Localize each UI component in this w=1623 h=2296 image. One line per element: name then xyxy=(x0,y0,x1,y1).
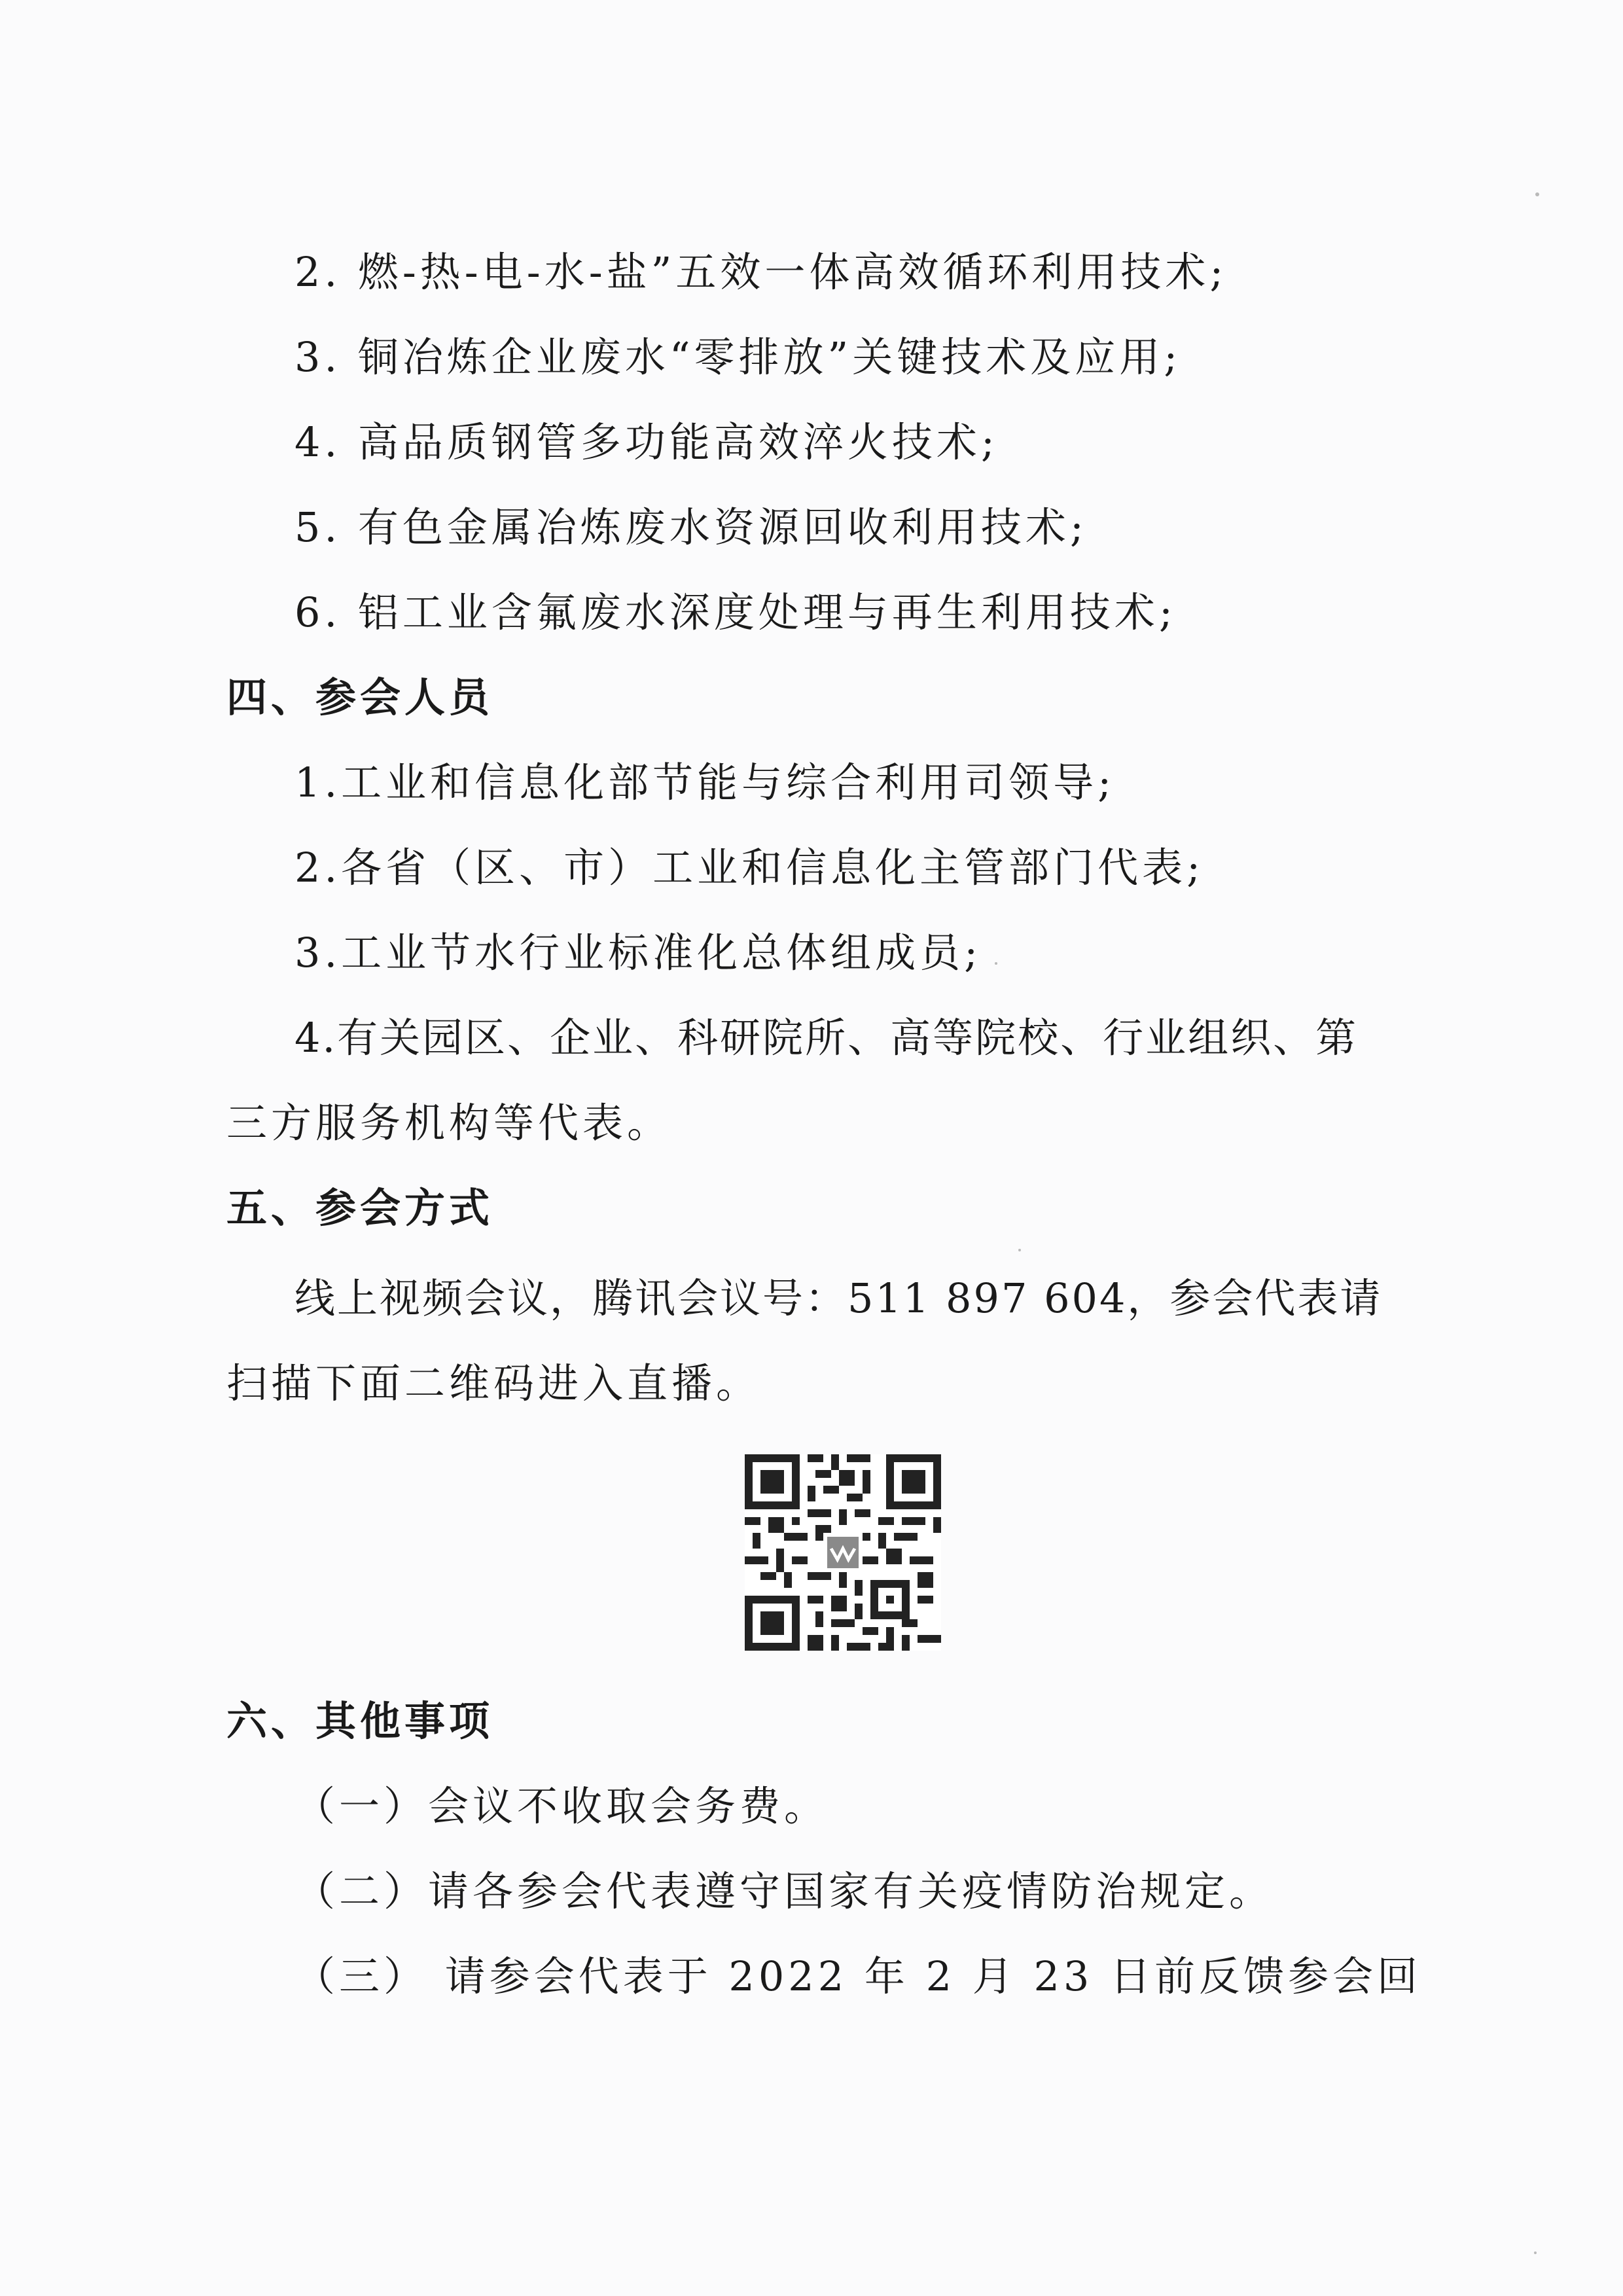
section-heading-attendees: 四、参会人员 xyxy=(226,673,494,721)
method-text-line2: 扫描下面二维码进入直播。 xyxy=(226,1359,761,1407)
attendee-item-4: 4.有关园区、企业、科研院所、高等院校、行业组织、第 xyxy=(294,1014,1359,1062)
list-item-3: 3. 铜冶炼企业废水“零排放”关键技术及应用; xyxy=(294,333,1182,381)
scan-speck xyxy=(1534,2251,1537,2254)
list-item-2: 2. 燃-热-电-水-盐”五效一体高效循环利用技术; xyxy=(294,248,1228,296)
method-text-line1: 线上视频会议，腾讯会议号：511 897 604，参会代表请 xyxy=(294,1274,1383,1322)
attendee-item-1: 1.工业和信息化部节能与综合利用司领导; xyxy=(294,759,1116,806)
list-item-5: 5. 有色金属冶炼废水资源回收利用技术; xyxy=(294,503,1088,551)
attendee-item-2: 2.各省（区、市）工业和信息化主管部门代表; xyxy=(294,844,1205,891)
section-heading-method: 五、参会方式 xyxy=(226,1184,494,1232)
scan-speck xyxy=(995,962,997,965)
scan-speck xyxy=(1018,1249,1021,1251)
attendee-item-3: 3.工业节水行业标准化总体组成员; xyxy=(294,929,982,977)
other-item-3: （三） 请参会代表于 2022 年 2 月 23 日前反馈参会回 xyxy=(294,1952,1422,2000)
other-item-1: （一）会议不收取会务费。 xyxy=(294,1782,829,1830)
list-item-4: 4. 高品质钢管多功能高效淬火技术; xyxy=(294,418,999,466)
list-item-6: 6. 铝工业含氟废水深度处理与再生利用技术; xyxy=(294,588,1177,636)
other-item-2: （二）请各参会代表遵守国家有关疫情防治规定。 xyxy=(294,1867,1274,1915)
scan-speck xyxy=(1535,192,1539,196)
qr-code-icon[interactable] xyxy=(745,1454,941,1651)
attendee-item-4-cont: 三方服务机构等代表。 xyxy=(226,1099,672,1147)
section-heading-other: 六、其他事项 xyxy=(226,1697,494,1745)
